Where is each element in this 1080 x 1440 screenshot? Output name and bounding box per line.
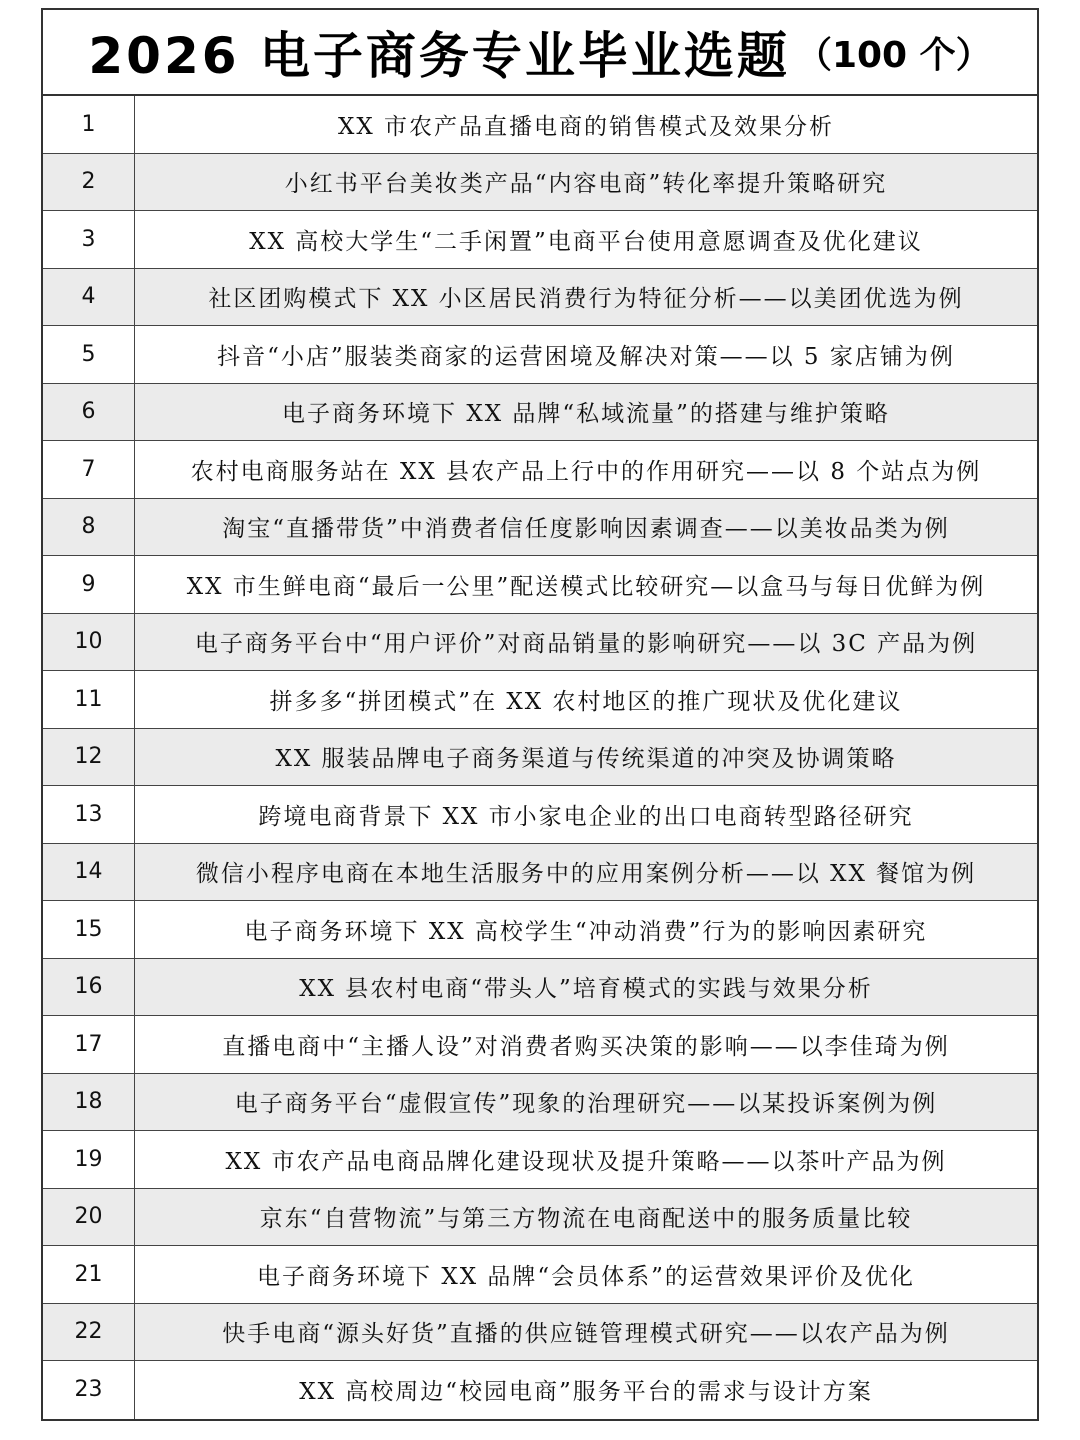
row-topic: 跨境电商背景下 XX 市小家电企业的出口电商转型路径研究 xyxy=(258,803,914,830)
row-topic: XX 服装品牌电子商务渠道与传统渠道的冲突及协调策略 xyxy=(275,746,897,773)
title-row xyxy=(43,10,1037,96)
row-topic: 电子商务平台中“用户评价”对商品销量的影响研究——以 3C 产品为例 xyxy=(194,631,978,658)
row-topic: XX 县农村电商“带头人”培育模式的实践与效果分析 xyxy=(299,976,873,1003)
table-row xyxy=(43,96,1037,154)
table-row xyxy=(43,786,1037,844)
table-row xyxy=(43,1074,1037,1132)
row-number: 2 xyxy=(43,154,135,211)
row-number: 5 xyxy=(43,326,135,383)
table-row xyxy=(43,729,1037,787)
row-topic: 直播电商中“主播人设”对消费者购买决策的影响——以李佳琦为例 xyxy=(222,1033,950,1060)
table-row xyxy=(43,1131,1037,1189)
row-number: 17 xyxy=(43,1016,135,1073)
row-number: 11 xyxy=(43,671,135,728)
row-topic: 农村电商服务站在 XX 县农产品上行中的作用研究——以 8 个站点为例 xyxy=(190,458,982,485)
row-number: 20 xyxy=(43,1189,135,1246)
row-number: 16 xyxy=(43,959,135,1016)
topic-table xyxy=(41,8,1039,1421)
table-row xyxy=(43,154,1037,212)
table-row xyxy=(43,211,1037,269)
topic-rows xyxy=(43,96,1037,1419)
row-topic: XX 市生鲜电商“最后一公里”配送模式比较研究—以盒马与每日优鲜为例 xyxy=(186,573,986,600)
table-row xyxy=(43,326,1037,384)
table-row xyxy=(43,1304,1037,1362)
table-row xyxy=(43,671,1037,729)
row-number: 22 xyxy=(43,1304,135,1361)
row-topic: XX 市农产品电商品牌化建设现状及提升策略——以茶叶产品为例 xyxy=(225,1148,947,1175)
row-topic: 抖音“小店”服装类商家的运营困境及解决对策——以 5 家店铺为例 xyxy=(217,343,955,370)
row-number: 15 xyxy=(43,901,135,958)
row-topic: 电子商务环境下 XX 品牌“私域流量”的搭建与维护策略 xyxy=(282,401,890,428)
row-topic: 电子商务环境下 XX 高校学生“冲动消费”行为的影响因素研究 xyxy=(244,918,928,945)
row-number: 14 xyxy=(43,844,135,901)
table-row xyxy=(43,614,1037,672)
row-topic: 社区团购模式下 XX 小区居民消费行为特征分析——以美团优选为例 xyxy=(208,286,964,313)
row-number: 19 xyxy=(43,1131,135,1188)
table-row xyxy=(43,384,1037,442)
row-number: 1 xyxy=(43,96,135,153)
row-topic: 淘宝“直播带货”中消费者信任度影响因素调查——以美妆品类为例 xyxy=(222,516,950,543)
row-topic: 京东“自营物流”与第三方物流在电商配送中的服务质量比较 xyxy=(259,1206,913,1233)
table-row xyxy=(43,844,1037,902)
row-topic: 电子商务平台“虚假宣传”现象的治理研究——以某投诉案例为例 xyxy=(234,1091,938,1118)
row-topic: 拼多多“拼团模式”在 XX 农村地区的推广现状及优化建议 xyxy=(269,688,903,715)
row-number: 23 xyxy=(43,1361,135,1419)
row-number: 7 xyxy=(43,441,135,498)
table-row xyxy=(43,1016,1037,1074)
table-row xyxy=(43,441,1037,499)
page-title: 2026 电子商务专业毕业选题 xyxy=(88,27,790,85)
row-topic: 快手电商“源头好货”直播的供应链管理模式研究——以农产品为例 xyxy=(222,1321,950,1348)
row-number: 8 xyxy=(43,499,135,556)
row-number: 6 xyxy=(43,384,135,441)
page-title-count: （100 个） xyxy=(795,34,992,76)
table-row xyxy=(43,556,1037,614)
row-topic: 电子商务环境下 XX 品牌“会员体系”的运营效果评价及优化 xyxy=(257,1263,915,1290)
row-number: 13 xyxy=(43,786,135,843)
table-row xyxy=(43,269,1037,327)
table-row xyxy=(43,1361,1037,1419)
row-number: 4 xyxy=(43,269,135,326)
table-row xyxy=(43,959,1037,1017)
row-topic: XX 市农产品直播电商的销售模式及效果分析 xyxy=(337,113,835,140)
table-row xyxy=(43,1246,1037,1304)
row-number: 18 xyxy=(43,1074,135,1131)
table-row xyxy=(43,1189,1037,1247)
row-number: 12 xyxy=(43,729,135,786)
row-number: 10 xyxy=(43,614,135,671)
row-number: 3 xyxy=(43,211,135,268)
row-topic: 小红书平台美妆类产品“内容电商”转化率提升策略研究 xyxy=(284,171,888,198)
row-topic: XX 高校大学生“二手闲置”电商平台使用意愿调查及优化建议 xyxy=(249,228,923,255)
row-number: 21 xyxy=(43,1246,135,1303)
row-topic: XX 高校周边“校园电商”服务平台的需求与设计方案 xyxy=(299,1379,873,1406)
row-topic: 微信小程序电商在本地生活服务中的应用案例分析——以 XX 餐馆为例 xyxy=(195,861,977,888)
table-row xyxy=(43,901,1037,959)
row-number: 9 xyxy=(43,556,135,613)
table-row xyxy=(43,499,1037,557)
